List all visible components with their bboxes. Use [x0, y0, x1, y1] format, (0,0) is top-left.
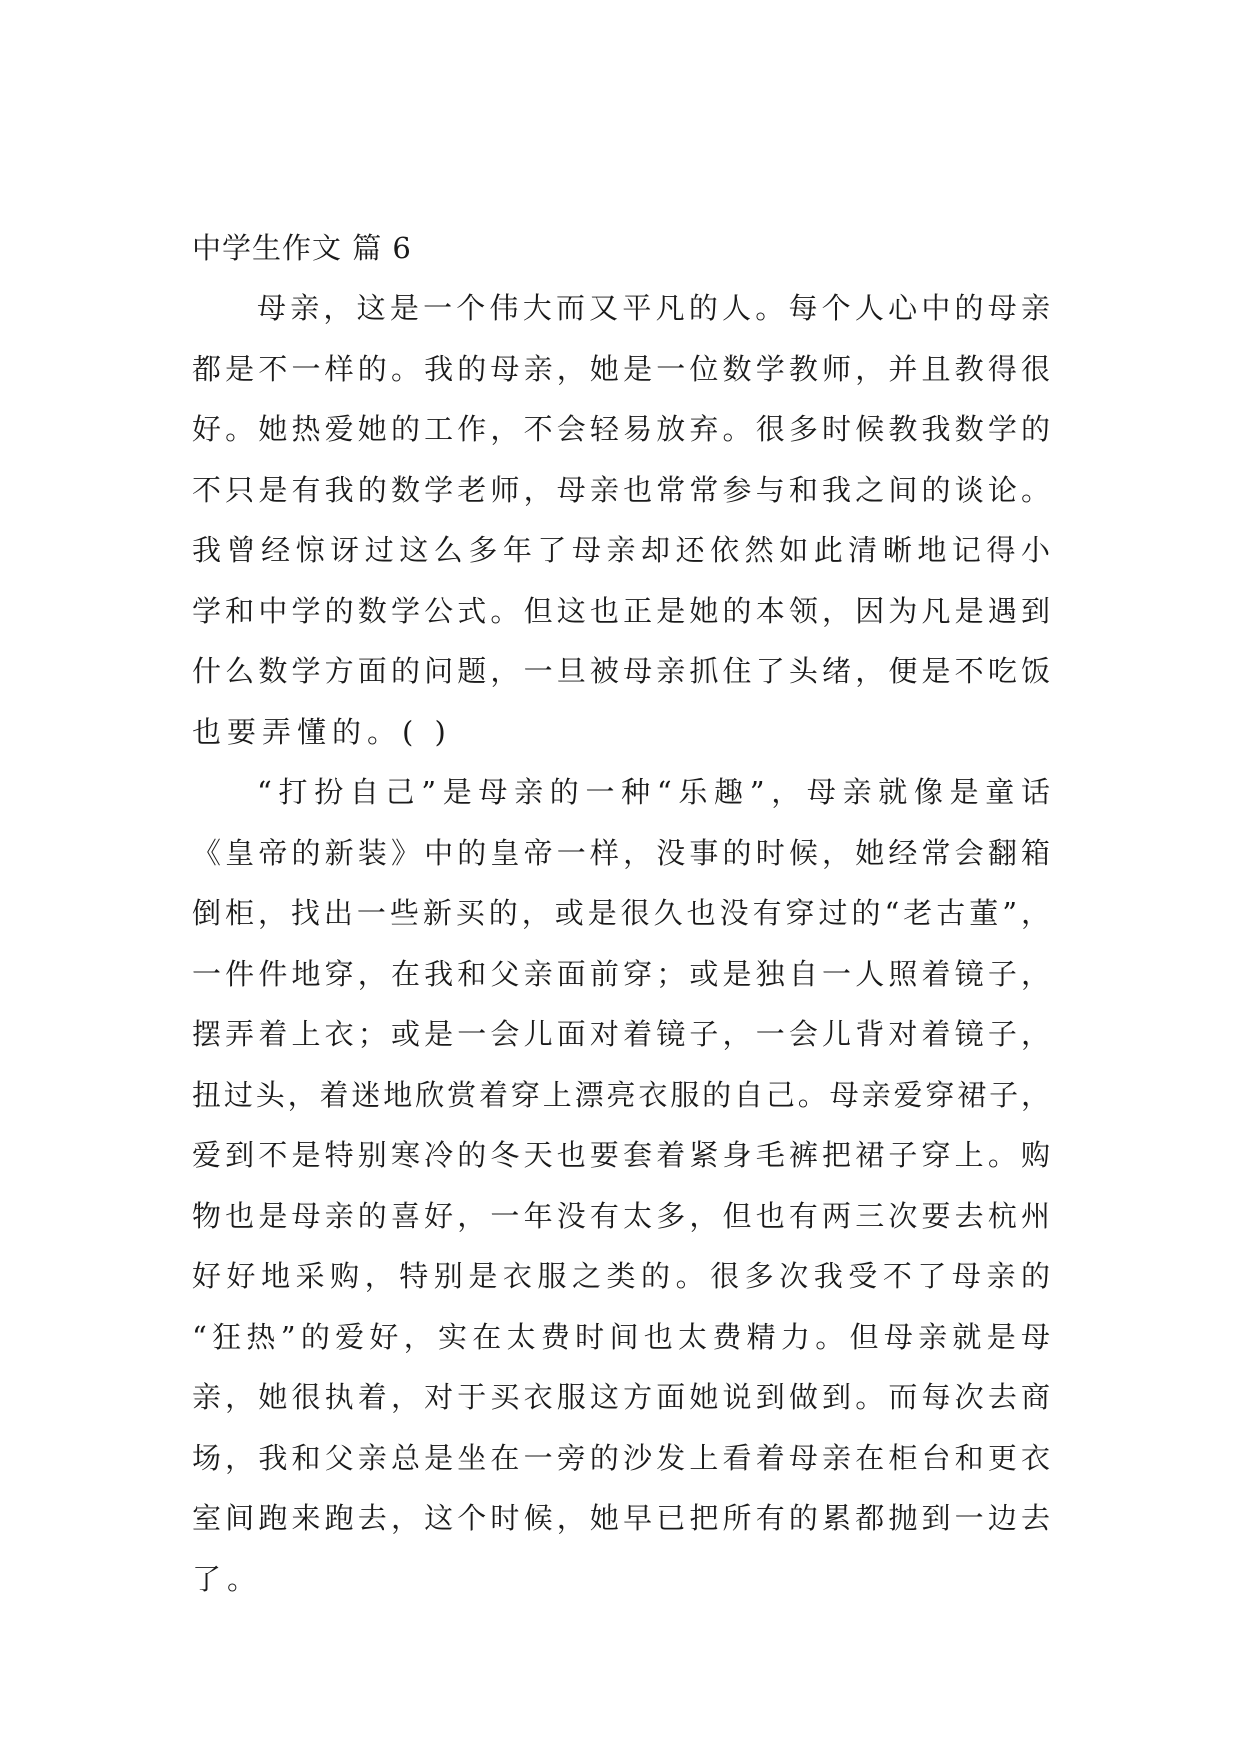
paragraph-line: 摆弄着上衣；或是一会儿面对着镜子，一会儿背对着镜子， — [192, 1017, 1050, 1051]
paragraph-line: 我曾经惊讶过这么多年了母亲却还依然如此清晰地记得小 — [192, 533, 1050, 567]
paragraph-2 — [192, 762, 1050, 1609]
paragraph-line: 室间跑来跑去，这个时候，她早已把所有的累都抛到一边去 — [192, 1501, 1050, 1535]
paragraph-line: 了。 — [192, 1561, 263, 1596]
paragraph-line: 都是不一样的。我的母亲，她是一位数学教师，并且教得很 — [192, 351, 1050, 386]
paragraph-line: 什么数学方面的问题，一旦被母亲抓住了头绪，便是不吃饭 — [192, 654, 1050, 688]
paragraph-line: 好。她热爱她的工作，不会轻易放弃。很多时候教我数学的 — [192, 412, 1050, 446]
paragraph-1 — [192, 278, 1050, 762]
paragraph-line: 好好地采购，特别是衣服之类的。很多次我受不了母亲的 — [192, 1259, 1050, 1293]
paragraph-line: 亲，她很执着，对于买衣服这方面她说到做到。而每次去商 — [192, 1380, 1050, 1414]
paragraph-line: 爱到不是特别寒冷的冬天也要套着紧身毛裤把裙子穿上。购 — [192, 1138, 1050, 1172]
paragraph-line: 《皇帝的新装》中的皇帝一样，没事的时候，她经常会翻箱 — [192, 835, 1050, 870]
document-body — [192, 218, 1050, 1609]
paragraph-line: 扭过头，着迷地欣赏着穿上漂亮衣服的自己。母亲爱穿裙子， — [192, 1077, 1050, 1112]
paragraph-line: 不只是有我的数学老师，母亲也常常参与和我之间的谈论。 — [192, 472, 1050, 507]
essay-title: 中学生作文 篇 6 — [192, 231, 412, 265]
paragraph-line: 也要弄懂的。( ) — [192, 714, 452, 749]
paragraph-line: 一件件地穿，在我和父亲面前穿；或是独自一人照着镜子， — [192, 956, 1050, 991]
paragraph-line: “打扮自己”是母亲的一种“乐趣”，母亲就像是童话 — [257, 775, 1050, 809]
paragraph-line: 倒柜，找出一些新买的，或是很久也没有穿过的“老古董”， — [192, 896, 1050, 930]
paragraph-line: “狂热”的爱好，实在太费时间也太费精力。但母亲就是母 — [192, 1319, 1050, 1354]
paragraph-line: 学和中学的数学公式。但这也正是她的本领，因为凡是遇到 — [192, 593, 1050, 628]
paragraph-line: 物也是母亲的喜好，一年没有太多，但也有两三次要去杭州 — [192, 1198, 1050, 1233]
paragraph-line: 场，我和父亲总是坐在一旁的沙发上看着母亲在柜台和更衣 — [192, 1440, 1050, 1475]
paragraph-line: 母亲，这是一个伟大而又平凡的人。每个人心中的母亲 — [257, 291, 1050, 325]
